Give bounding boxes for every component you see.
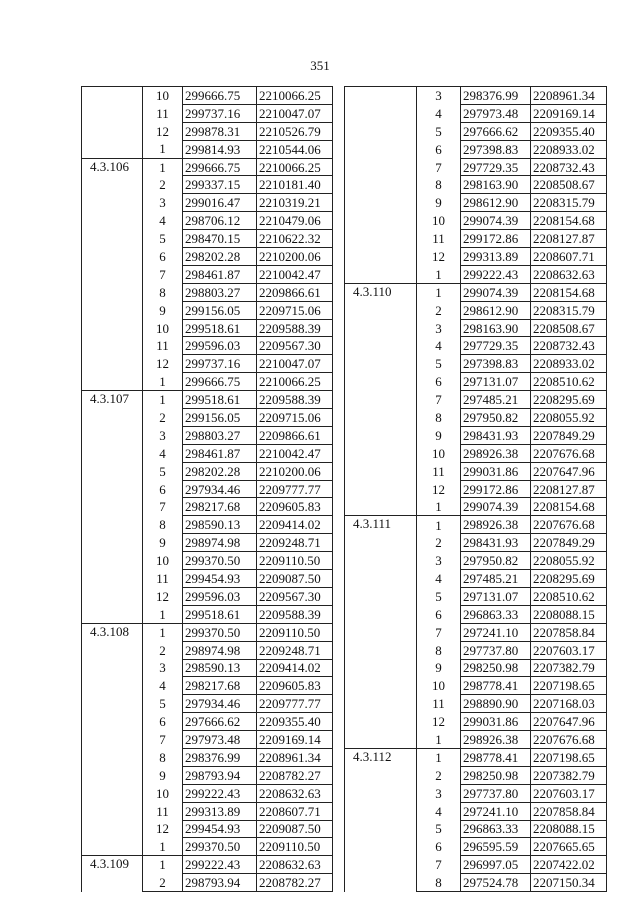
y-coordinate: 2208632.63 — [531, 265, 607, 283]
point-number: 1 — [143, 838, 183, 856]
x-coordinate: 298890.90 — [461, 695, 531, 713]
point-number: 2 — [143, 176, 183, 194]
y-coordinate: 2209110.50 — [257, 552, 333, 570]
x-coordinate: 299074.39 — [461, 498, 531, 516]
x-coordinate: 299666.75 — [183, 158, 257, 176]
point-number: 1 — [417, 498, 461, 516]
x-coordinate: 298926.38 — [461, 516, 531, 534]
y-coordinate: 2208055.92 — [531, 409, 607, 427]
x-coordinate: 298590.13 — [183, 516, 257, 534]
y-coordinate: 2209605.83 — [257, 498, 333, 516]
table-row — [82, 158, 333, 176]
x-coordinate: 297729.35 — [461, 337, 531, 355]
y-coordinate: 2207676.68 — [531, 731, 607, 749]
y-coordinate: 2210479.06 — [257, 212, 333, 230]
point-number: 3 — [417, 319, 461, 337]
y-coordinate: 2210047.07 — [257, 355, 333, 373]
point-number: 1 — [143, 373, 183, 391]
y-coordinate: 2210066.25 — [257, 373, 333, 391]
x-coordinate: 298376.99 — [183, 748, 257, 766]
y-coordinate: 2210544.06 — [257, 140, 333, 158]
table-row — [82, 391, 333, 409]
x-coordinate: 298250.98 — [461, 659, 531, 677]
x-coordinate: 299016.47 — [183, 194, 257, 212]
x-coordinate: 298793.94 — [183, 766, 257, 784]
point-number: 6 — [417, 140, 461, 158]
point-number: 8 — [417, 874, 461, 892]
section-number: 4.3.108 — [82, 623, 143, 856]
x-coordinate: 299518.61 — [183, 605, 257, 623]
point-number: 7 — [417, 158, 461, 176]
point-number: 7 — [143, 731, 183, 749]
x-coordinate: 299518.61 — [183, 391, 257, 409]
x-coordinate: 299313.89 — [183, 802, 257, 820]
section-number: 4.3.111 — [345, 516, 417, 749]
y-coordinate: 2208933.02 — [531, 140, 607, 158]
x-coordinate: 299031.86 — [461, 462, 531, 480]
point-number: 9 — [417, 194, 461, 212]
point-number: 8 — [417, 409, 461, 427]
y-coordinate: 2209355.40 — [531, 122, 607, 140]
y-coordinate: 2207382.79 — [531, 766, 607, 784]
x-coordinate: 298217.68 — [183, 498, 257, 516]
x-coordinate: 297666.62 — [461, 122, 531, 140]
y-coordinate: 2207647.96 — [531, 462, 607, 480]
y-coordinate: 2209110.50 — [257, 623, 333, 641]
point-number: 1 — [143, 140, 183, 158]
coordinates-table-right — [344, 86, 607, 892]
point-number: 1 — [143, 158, 183, 176]
y-coordinate: 2209248.71 — [257, 534, 333, 552]
point-number: 6 — [417, 605, 461, 623]
x-coordinate: 299222.43 — [461, 265, 531, 283]
y-coordinate: 2209588.39 — [257, 319, 333, 337]
x-coordinate: 298706.12 — [183, 212, 257, 230]
y-coordinate: 2208607.71 — [257, 802, 333, 820]
x-coordinate: 297934.46 — [183, 480, 257, 498]
x-coordinate: 298612.90 — [461, 301, 531, 319]
point-number: 4 — [417, 337, 461, 355]
y-coordinate: 2210066.25 — [257, 158, 333, 176]
point-number: 5 — [143, 230, 183, 248]
y-coordinate: 2207422.02 — [531, 856, 607, 874]
x-coordinate: 297737.80 — [461, 784, 531, 802]
point-number: 4 — [417, 104, 461, 122]
x-coordinate: 298376.99 — [461, 87, 531, 105]
point-number: 2 — [143, 641, 183, 659]
y-coordinate: 2210200.06 — [257, 462, 333, 480]
table-row — [345, 283, 607, 301]
point-number: 8 — [417, 641, 461, 659]
point-number: 5 — [417, 587, 461, 605]
x-coordinate: 299222.43 — [183, 784, 257, 802]
x-coordinate: 299031.86 — [461, 713, 531, 731]
y-coordinate: 2210622.32 — [257, 230, 333, 248]
y-coordinate: 2207665.65 — [531, 838, 607, 856]
x-coordinate: 297666.62 — [183, 713, 257, 731]
x-coordinate: 298202.28 — [183, 248, 257, 266]
x-coordinate: 299222.43 — [183, 856, 257, 874]
y-coordinate: 2209866.61 — [257, 283, 333, 301]
x-coordinate: 299814.93 — [183, 140, 257, 158]
y-coordinate: 2208088.15 — [531, 605, 607, 623]
x-coordinate: 297485.21 — [461, 570, 531, 588]
point-number: 10 — [143, 319, 183, 337]
y-coordinate: 2208055.92 — [531, 552, 607, 570]
y-coordinate: 2208508.67 — [531, 176, 607, 194]
x-coordinate: 298803.27 — [183, 283, 257, 301]
x-coordinate: 298163.90 — [461, 319, 531, 337]
point-number: 12 — [143, 587, 183, 605]
point-number: 8 — [143, 748, 183, 766]
x-coordinate: 298974.98 — [183, 534, 257, 552]
x-coordinate: 298217.68 — [183, 677, 257, 695]
x-coordinate: 298202.28 — [183, 462, 257, 480]
point-number: 1 — [417, 748, 461, 766]
y-coordinate: 2208632.63 — [257, 784, 333, 802]
y-coordinate: 2208315.79 — [531, 194, 607, 212]
point-number: 7 — [143, 265, 183, 283]
x-coordinate: 297973.48 — [461, 104, 531, 122]
y-coordinate: 2209414.02 — [257, 659, 333, 677]
x-coordinate: 298250.98 — [461, 766, 531, 784]
x-coordinate: 299074.39 — [461, 283, 531, 301]
y-coordinate: 2209248.71 — [257, 641, 333, 659]
x-coordinate: 299172.86 — [461, 480, 531, 498]
x-coordinate: 299666.75 — [183, 373, 257, 391]
point-number: 12 — [143, 355, 183, 373]
x-coordinate: 298590.13 — [183, 659, 257, 677]
point-number: 3 — [143, 194, 183, 212]
point-number: 9 — [143, 301, 183, 319]
x-coordinate: 298461.87 — [183, 265, 257, 283]
section-number: 4.3.106 — [82, 158, 143, 391]
x-coordinate: 298470.15 — [183, 230, 257, 248]
x-coordinate: 299313.89 — [461, 248, 531, 266]
point-number: 6 — [143, 713, 183, 731]
point-number: 7 — [417, 856, 461, 874]
y-coordinate: 2207676.68 — [531, 444, 607, 462]
x-coordinate: 299337.15 — [183, 176, 257, 194]
x-coordinate: 297973.48 — [183, 731, 257, 749]
x-coordinate: 299156.05 — [183, 409, 257, 427]
y-coordinate: 2209169.14 — [531, 104, 607, 122]
y-coordinate: 2209777.77 — [257, 480, 333, 498]
point-number: 12 — [417, 248, 461, 266]
y-coordinate: 2209567.30 — [257, 337, 333, 355]
y-coordinate: 2207198.65 — [531, 677, 607, 695]
point-number: 8 — [143, 283, 183, 301]
x-coordinate: 299878.31 — [183, 122, 257, 140]
y-coordinate: 2208088.15 — [531, 820, 607, 838]
y-coordinate: 2208295.69 — [531, 570, 607, 588]
point-number: 1 — [417, 265, 461, 283]
page-number: 351 — [310, 58, 330, 73]
point-number: 8 — [417, 176, 461, 194]
point-number: 10 — [143, 87, 183, 105]
point-number: 12 — [143, 122, 183, 140]
x-coordinate: 299737.16 — [183, 355, 257, 373]
x-coordinate: 299666.75 — [183, 87, 257, 105]
x-coordinate: 297485.21 — [461, 391, 531, 409]
y-coordinate: 2208607.71 — [531, 248, 607, 266]
point-number: 3 — [143, 426, 183, 444]
point-number: 7 — [143, 498, 183, 516]
y-coordinate: 2208961.34 — [257, 748, 333, 766]
y-coordinate: 2209866.61 — [257, 426, 333, 444]
y-coordinate: 2208510.62 — [531, 587, 607, 605]
table-row — [345, 516, 607, 534]
coordinates-table-left — [81, 86, 333, 892]
y-coordinate: 2208127.87 — [531, 480, 607, 498]
x-coordinate: 297737.80 — [461, 641, 531, 659]
y-coordinate: 2207168.03 — [531, 695, 607, 713]
y-coordinate: 2207198.65 — [531, 748, 607, 766]
y-coordinate: 2209414.02 — [257, 516, 333, 534]
x-coordinate: 298793.94 — [183, 874, 257, 892]
point-number: 5 — [417, 122, 461, 140]
y-coordinate: 2210526.79 — [257, 122, 333, 140]
x-coordinate: 296997.05 — [461, 856, 531, 874]
y-coordinate: 2210319.21 — [257, 194, 333, 212]
y-coordinate: 2209169.14 — [257, 731, 333, 749]
x-coordinate: 297950.82 — [461, 552, 531, 570]
point-number: 1 — [417, 731, 461, 749]
y-coordinate: 2207858.84 — [531, 623, 607, 641]
y-coordinate: 2208933.02 — [531, 355, 607, 373]
y-coordinate: 2210200.06 — [257, 248, 333, 266]
y-coordinate: 2207858.84 — [531, 802, 607, 820]
x-coordinate: 299454.93 — [183, 570, 257, 588]
y-coordinate: 2208510.62 — [531, 373, 607, 391]
point-number: 5 — [417, 355, 461, 373]
point-number: 1 — [143, 605, 183, 623]
point-number: 7 — [417, 623, 461, 641]
y-coordinate: 2208315.79 — [531, 301, 607, 319]
point-number: 3 — [417, 784, 461, 802]
y-coordinate: 2209715.06 — [257, 409, 333, 427]
y-coordinate: 2208732.43 — [531, 337, 607, 355]
x-coordinate: 296595.59 — [461, 838, 531, 856]
y-coordinate: 2208782.27 — [257, 874, 333, 892]
point-number: 1 — [143, 856, 183, 874]
y-coordinate: 2210047.07 — [257, 104, 333, 122]
y-coordinate: 2207676.68 — [531, 516, 607, 534]
x-coordinate: 299370.50 — [183, 838, 257, 856]
x-coordinate: 299518.61 — [183, 319, 257, 337]
point-number: 4 — [143, 677, 183, 695]
x-coordinate: 299156.05 — [183, 301, 257, 319]
y-coordinate: 2207849.29 — [531, 534, 607, 552]
x-coordinate: 299454.93 — [183, 820, 257, 838]
point-number: 11 — [143, 570, 183, 588]
point-number: 4 — [143, 212, 183, 230]
y-coordinate: 2210066.25 — [257, 87, 333, 105]
x-coordinate: 298974.98 — [183, 641, 257, 659]
y-coordinate: 2208508.67 — [531, 319, 607, 337]
x-coordinate: 298778.41 — [461, 748, 531, 766]
point-number: 2 — [143, 874, 183, 892]
point-number: 1 — [417, 283, 461, 301]
table-row — [82, 623, 333, 641]
point-number: 11 — [143, 104, 183, 122]
point-number: 5 — [417, 820, 461, 838]
x-coordinate: 299172.86 — [461, 230, 531, 248]
y-coordinate: 2207382.79 — [531, 659, 607, 677]
point-number: 12 — [143, 820, 183, 838]
point-number: 9 — [417, 426, 461, 444]
y-coordinate: 2209715.06 — [257, 301, 333, 319]
x-coordinate: 299370.50 — [183, 623, 257, 641]
y-coordinate: 2207647.96 — [531, 713, 607, 731]
section-number: 4.3.109 — [82, 856, 143, 892]
section-number — [82, 87, 143, 159]
point-number: 3 — [417, 87, 461, 105]
point-number: 2 — [417, 534, 461, 552]
section-number: 4.3.110 — [345, 283, 417, 516]
x-coordinate: 297131.07 — [461, 373, 531, 391]
point-number: 5 — [143, 462, 183, 480]
y-coordinate: 2208732.43 — [531, 158, 607, 176]
point-number: 6 — [143, 480, 183, 498]
point-number: 4 — [417, 802, 461, 820]
x-coordinate: 298803.27 — [183, 426, 257, 444]
y-coordinate: 2209087.50 — [257, 570, 333, 588]
x-coordinate: 297241.10 — [461, 623, 531, 641]
x-coordinate: 298778.41 — [461, 677, 531, 695]
table-row — [345, 748, 607, 766]
point-number: 9 — [417, 659, 461, 677]
y-coordinate: 2209777.77 — [257, 695, 333, 713]
point-number: 1 — [143, 391, 183, 409]
y-coordinate: 2208154.68 — [531, 283, 607, 301]
y-coordinate: 2207603.17 — [531, 784, 607, 802]
x-coordinate: 297398.83 — [461, 140, 531, 158]
point-number: 10 — [417, 444, 461, 462]
table-row — [82, 87, 333, 105]
x-coordinate: 298431.93 — [461, 426, 531, 444]
y-coordinate: 2209087.50 — [257, 820, 333, 838]
x-coordinate: 296863.33 — [461, 605, 531, 623]
y-coordinate: 2208295.69 — [531, 391, 607, 409]
y-coordinate: 2208127.87 — [531, 230, 607, 248]
section-number: 4.3.107 — [82, 391, 143, 624]
x-coordinate: 298612.90 — [461, 194, 531, 212]
x-coordinate: 297934.46 — [183, 695, 257, 713]
point-number: 11 — [143, 337, 183, 355]
point-number: 1 — [143, 623, 183, 641]
x-coordinate: 298461.87 — [183, 444, 257, 462]
point-number: 7 — [417, 391, 461, 409]
point-number: 10 — [417, 212, 461, 230]
point-number: 1 — [417, 516, 461, 534]
x-coordinate: 297131.07 — [461, 587, 531, 605]
y-coordinate: 2208632.63 — [257, 856, 333, 874]
x-coordinate: 298163.90 — [461, 176, 531, 194]
x-coordinate: 297729.35 — [461, 158, 531, 176]
y-coordinate: 2209588.39 — [257, 391, 333, 409]
x-coordinate: 297524.78 — [461, 874, 531, 892]
x-coordinate: 297950.82 — [461, 409, 531, 427]
y-coordinate: 2207150.34 — [531, 874, 607, 892]
y-coordinate: 2210042.47 — [257, 444, 333, 462]
x-coordinate: 298431.93 — [461, 534, 531, 552]
y-coordinate: 2208961.34 — [531, 87, 607, 105]
point-number: 12 — [417, 480, 461, 498]
point-number: 3 — [143, 659, 183, 677]
point-number: 5 — [143, 695, 183, 713]
point-number: 11 — [417, 230, 461, 248]
point-number: 2 — [143, 409, 183, 427]
y-coordinate: 2208782.27 — [257, 766, 333, 784]
point-number: 9 — [143, 766, 183, 784]
point-number: 11 — [417, 462, 461, 480]
table-row — [82, 856, 333, 874]
point-number: 3 — [417, 552, 461, 570]
point-number: 10 — [417, 677, 461, 695]
point-number: 2 — [417, 301, 461, 319]
y-coordinate: 2209588.39 — [257, 605, 333, 623]
point-number: 6 — [417, 373, 461, 391]
table-row — [345, 87, 607, 105]
y-coordinate: 2209110.50 — [257, 838, 333, 856]
y-coordinate: 2209567.30 — [257, 587, 333, 605]
y-coordinate: 2208154.68 — [531, 212, 607, 230]
x-coordinate: 299370.50 — [183, 552, 257, 570]
point-number: 4 — [143, 444, 183, 462]
y-coordinate: 2207849.29 — [531, 426, 607, 444]
x-coordinate: 296863.33 — [461, 820, 531, 838]
x-coordinate: 297398.83 — [461, 355, 531, 373]
y-coordinate: 2209605.83 — [257, 677, 333, 695]
y-coordinate: 2207603.17 — [531, 641, 607, 659]
y-coordinate: 2210181.40 — [257, 176, 333, 194]
x-coordinate: 299596.03 — [183, 587, 257, 605]
point-number: 11 — [143, 802, 183, 820]
point-number: 12 — [417, 713, 461, 731]
x-coordinate: 299074.39 — [461, 212, 531, 230]
point-number: 6 — [143, 248, 183, 266]
point-number: 6 — [417, 838, 461, 856]
point-number: 2 — [417, 766, 461, 784]
point-number: 8 — [143, 516, 183, 534]
x-coordinate: 298926.38 — [461, 444, 531, 462]
point-number: 9 — [143, 534, 183, 552]
section-number: 4.3.112 — [345, 748, 417, 891]
x-coordinate: 298926.38 — [461, 731, 531, 749]
x-coordinate: 299737.16 — [183, 104, 257, 122]
point-number: 11 — [417, 695, 461, 713]
x-coordinate: 299596.03 — [183, 337, 257, 355]
point-number: 4 — [417, 570, 461, 588]
point-number: 10 — [143, 784, 183, 802]
y-coordinate: 2208154.68 — [531, 498, 607, 516]
x-coordinate: 297241.10 — [461, 802, 531, 820]
y-coordinate: 2210042.47 — [257, 265, 333, 283]
section-number — [345, 87, 417, 284]
y-coordinate: 2209355.40 — [257, 713, 333, 731]
point-number: 10 — [143, 552, 183, 570]
